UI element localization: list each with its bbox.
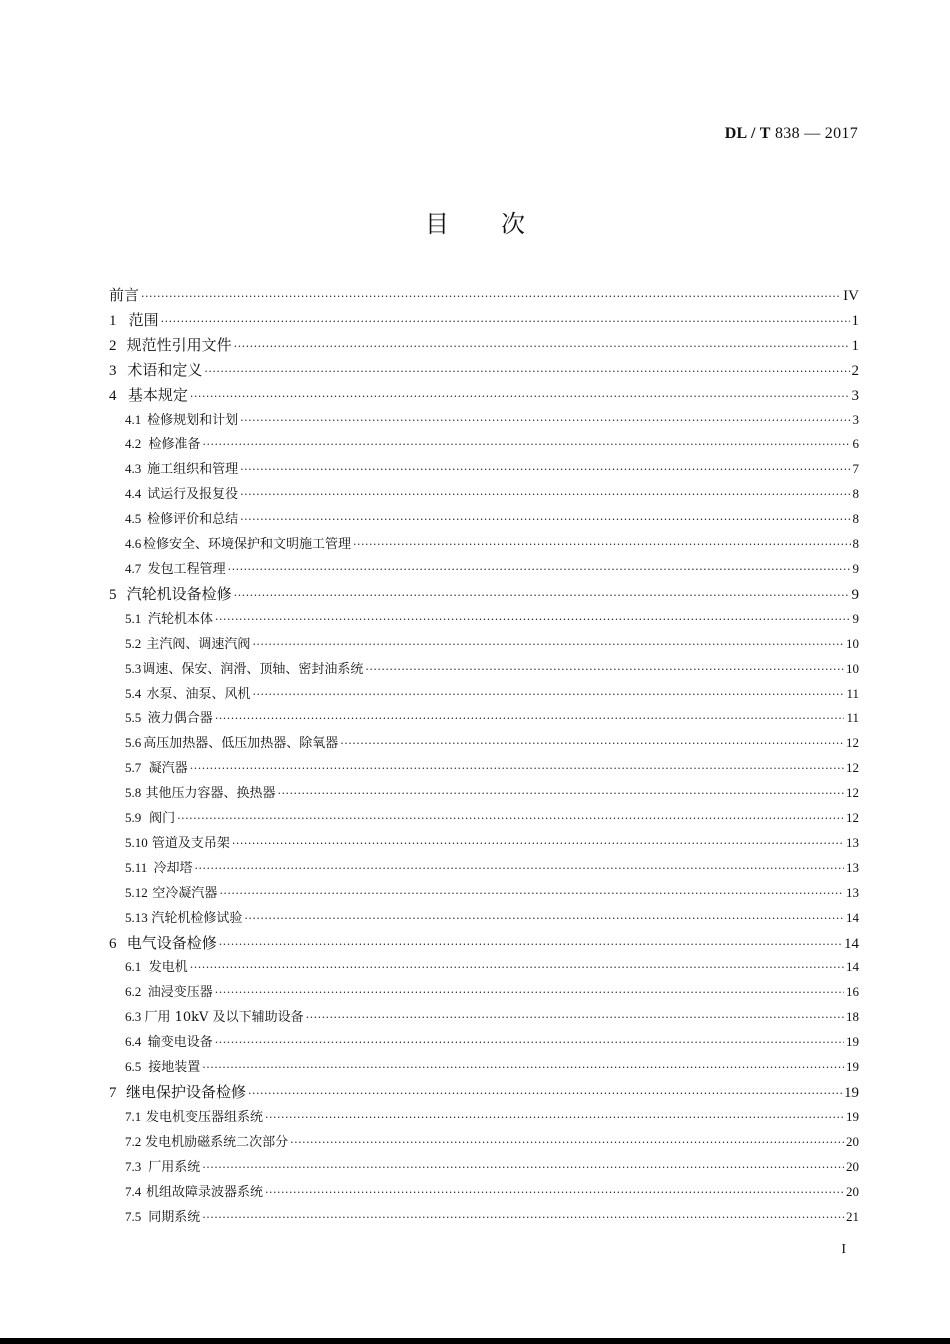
toc-entry-label: 空冷凝汽器 <box>152 885 218 901</box>
toc-entry[interactable] <box>109 408 859 433</box>
toc-entry-page: 20 <box>846 1158 859 1174</box>
toc-entry-page: 1 <box>851 337 859 354</box>
toc-entry-number: 6.5 <box>125 1059 142 1075</box>
toc-entry[interactable] <box>109 532 859 557</box>
toc-entry[interactable] <box>109 333 859 358</box>
toc-dot-leader <box>219 933 842 958</box>
toc-entry-page: 12 <box>846 810 859 826</box>
toc-entry-label: 发包工程管理 <box>147 561 226 577</box>
toc-entry-number: 5.3 <box>125 660 142 676</box>
toc-entry-label: 液力偶合器 <box>147 711 213 727</box>
toc-entry-page: 19 <box>846 1034 859 1050</box>
toc-entry[interactable] <box>109 607 859 632</box>
toc-entry-number: 2 <box>109 337 117 354</box>
toc-entry-number: 5.2 <box>125 635 142 651</box>
toc-entry-page: 13 <box>846 834 859 850</box>
toc-entry[interactable] <box>109 1130 859 1155</box>
toc-dot-leader <box>202 433 850 458</box>
toc-entry-page: 10 <box>846 635 859 651</box>
document-code <box>725 125 858 143</box>
toc-dot-leader <box>234 584 850 609</box>
toc-dot-leader <box>240 409 850 434</box>
toc-entry-page: 3 <box>851 387 859 404</box>
toc-entry[interactable] <box>109 507 859 532</box>
toc-entry-page: 2 <box>851 362 859 379</box>
toc-entry[interactable] <box>109 1080 859 1105</box>
toc-entry-label: 输变电设备 <box>147 1035 213 1051</box>
toc-entry[interactable] <box>109 1180 859 1205</box>
toc-entry-page: 19 <box>846 1108 859 1124</box>
toc-entry-page: IV <box>843 288 859 304</box>
toc-dot-leader <box>234 335 850 360</box>
toc-entry-page: 8 <box>852 536 859 552</box>
toc-entry-number: 7.4 <box>125 1183 142 1199</box>
toc-entry-page: 19 <box>846 1059 859 1075</box>
toc-entry-number: 4.5 <box>125 511 142 527</box>
page-title <box>0 204 950 239</box>
toc-entry[interactable] <box>109 980 859 1005</box>
toc-entry-number: 5.12 <box>125 884 148 900</box>
toc-entry-page: 9 <box>852 610 859 626</box>
toc-entry-page: 14 <box>846 909 859 925</box>
toc-entry[interactable] <box>109 856 859 881</box>
toc-entry[interactable] <box>109 781 859 806</box>
toc-entry[interactable] <box>109 1055 859 1080</box>
toc-entry[interactable] <box>109 557 859 582</box>
toc-entry[interactable] <box>109 931 859 956</box>
toc-dot-leader <box>215 707 845 732</box>
toc-entry-number: 3 <box>109 362 117 379</box>
toc-entry-label: 范围 <box>128 310 159 329</box>
toc-dot-leader <box>202 1056 844 1081</box>
toc-entry[interactable] <box>109 482 859 507</box>
toc-entry-label: 术语和定义 <box>127 360 203 379</box>
toc-entry-label: 试运行及报复役 <box>147 487 239 503</box>
toc-entry-number: 6.1 <box>125 959 142 975</box>
toc-entry[interactable] <box>109 457 859 482</box>
toc-entry-number: 5.8 <box>125 785 142 801</box>
toc-entry-page: 20 <box>846 1133 859 1149</box>
toc-entry-label: 汽轮机设备检修 <box>126 584 232 603</box>
toc-entry-number: 6.2 <box>125 984 142 1000</box>
toc-entry-number: 1 <box>109 312 117 329</box>
toc-entry[interactable] <box>109 731 859 756</box>
toc-entry-label: 厂用系统 <box>148 1159 201 1175</box>
toc-entry[interactable] <box>109 1030 859 1055</box>
toc-entry-page: 11 <box>846 685 859 701</box>
toc-entry-page: 12 <box>846 735 859 751</box>
toc-entry-label: 检修安全、环境保护和文明施工管理 <box>143 537 352 553</box>
toc-entry-label: 管道及支吊架 <box>151 835 230 851</box>
toc-entry-number: 5 <box>109 586 117 603</box>
toc-dot-leader <box>202 1206 844 1231</box>
toc-entry[interactable] <box>109 955 859 980</box>
toc-entry-label: 发电机变压器组系统 <box>145 1109 263 1125</box>
toc-dot-leader <box>141 285 841 310</box>
toc-entry-number: 4.3 <box>125 461 142 477</box>
toc-dot-leader <box>290 1131 844 1156</box>
toc-entry[interactable] <box>109 1105 859 1130</box>
title-char-left: 目 <box>425 210 449 238</box>
toc-entry-page: 8 <box>852 511 859 527</box>
toc-dot-leader <box>232 832 844 857</box>
toc-entry-label: 发电机励磁系统二次部分 <box>145 1134 289 1150</box>
toc-dot-leader <box>265 1181 844 1206</box>
toc-entry-label: 阀门 <box>149 811 176 827</box>
toc-dot-leader <box>215 1031 844 1056</box>
toc-entry[interactable] <box>109 308 859 333</box>
toc-dot-leader <box>240 508 850 533</box>
toc-dot-leader <box>202 1156 844 1181</box>
toc-dot-leader <box>340 732 844 757</box>
toc-entry-label: 高压加热器、低压加热器、除氧器 <box>143 736 339 752</box>
doc-number: 838 — 2017 <box>775 125 858 142</box>
toc-entry-number: 5.9 <box>125 810 142 826</box>
toc-entry-label: 继电保护设备检修 <box>125 1083 246 1101</box>
toc-dot-leader <box>248 1082 842 1107</box>
toc-entry-label: 主汽阀、调速汽阀 <box>146 636 251 652</box>
toc-entry-page: 12 <box>846 760 859 776</box>
page-number: I <box>841 1242 846 1257</box>
toc-entry-label: 汽轮机检修试验 <box>151 910 243 926</box>
toc-entry-page: 12 <box>846 785 859 801</box>
toc-entry[interactable] <box>109 632 859 657</box>
toc-entry[interactable] <box>109 906 859 931</box>
toc-entry-label: 机组故障录波器系统 <box>145 1184 263 1200</box>
toc-entry[interactable] <box>109 432 859 457</box>
toc-entry-label: 检修准备 <box>148 437 201 453</box>
toc-entry-label: 接地装置 <box>148 1060 201 1076</box>
toc-entry-number: 5.7 <box>125 760 142 776</box>
toc-entry-page: 20 <box>846 1183 859 1199</box>
toc-entry-page: 19 <box>844 1085 859 1101</box>
toc-entry-number: 6.4 <box>125 1034 142 1050</box>
toc-entry-number: 5.1 <box>125 610 142 626</box>
toc-entry-label: 检修评价和总结 <box>147 512 239 528</box>
toc-entry-label: 电气设备检修 <box>126 933 217 952</box>
toc-entry[interactable] <box>109 831 859 856</box>
toc-entry-page: 13 <box>846 884 859 900</box>
toc-dot-leader <box>240 483 850 508</box>
toc-dot-leader <box>244 907 844 932</box>
toc-entry-page: 14 <box>846 959 859 975</box>
bottom-border <box>0 1338 950 1344</box>
toc-entry-number: 5.6 <box>125 735 142 751</box>
toc-dot-leader <box>252 633 844 658</box>
toc-entry-number: 5.13 <box>125 909 148 925</box>
toc-dot-leader <box>190 757 844 782</box>
toc-entry-page: 21 <box>846 1208 859 1224</box>
toc-dot-leader <box>215 608 850 633</box>
toc-entry-label: 水泵、油泵、风机 <box>146 686 251 702</box>
toc-dot-leader <box>353 533 850 558</box>
title-char-right: 次 <box>501 210 525 238</box>
toc-entry-label: 其他压力容器、换热器 <box>145 786 276 802</box>
toc-dot-leader <box>365 658 844 683</box>
toc-entry-number: 7.2 <box>125 1133 142 1149</box>
toc-entry-number: 5.5 <box>125 710 142 726</box>
toc-entry-number: 4.2 <box>125 436 142 452</box>
toc-entry[interactable] <box>109 881 859 906</box>
toc-entry-label: 施工组织和管理 <box>147 462 239 478</box>
toc-entry[interactable] <box>109 706 859 731</box>
toc-dot-leader <box>306 1006 844 1031</box>
toc-entry[interactable] <box>109 1205 859 1230</box>
toc-entry[interactable] <box>109 682 859 707</box>
toc-entry-label: 检修规划和计划 <box>147 412 239 428</box>
toc-entry-label: 凝汽器 <box>148 761 188 777</box>
toc-entry-number: 6 <box>109 935 117 952</box>
toc-entry-number: 7.5 <box>125 1208 142 1224</box>
toc-dot-leader <box>265 1106 844 1131</box>
toc-entry-label: 调速、保安、润滑、顶轴、密封油系统 <box>142 661 364 677</box>
table-of-contents <box>109 283 859 1229</box>
toc-entry-page: 3 <box>852 411 859 427</box>
toc-entry-page: 13 <box>846 859 859 875</box>
toc-entry-page: 10 <box>846 660 859 676</box>
toc-entry-number: 4.4 <box>125 486 142 502</box>
toc-entry-label: 同期系统 <box>148 1209 201 1225</box>
toc-entry-label: 规范性引用文件 <box>126 335 232 354</box>
toc-entry[interactable] <box>109 383 859 408</box>
toc-entry-number: 4.7 <box>125 560 142 576</box>
toc-entry-label: 汽轮机本体 <box>148 611 214 627</box>
toc-entry-number: 6.3 <box>125 1009 142 1025</box>
toc-dot-leader <box>228 558 851 583</box>
toc-entry-page: 7 <box>852 461 859 477</box>
toc-entry-label: 前言 <box>109 286 140 304</box>
toc-entry-number: 4.6 <box>125 536 142 552</box>
toc-entry-label: 发电机 <box>148 960 188 976</box>
toc-entry-number: 5.11 <box>125 859 148 875</box>
toc-entry[interactable] <box>109 1155 859 1180</box>
toc-entry[interactable] <box>109 756 859 781</box>
toc-entry-number: 5.10 <box>125 834 148 850</box>
toc-entry-number: 7 <box>109 1085 117 1101</box>
toc-entry-page: 9 <box>852 560 859 576</box>
toc-entry-number: 4.1 <box>125 411 142 427</box>
toc-entry-label: 冷却塔 <box>153 860 193 876</box>
toc-entry-page: 6 <box>852 436 859 452</box>
toc-dot-leader <box>204 360 849 385</box>
toc-dot-leader <box>278 782 844 807</box>
toc-dot-leader <box>195 857 844 882</box>
toc-entry[interactable] <box>109 657 859 682</box>
toc-dot-leader <box>161 310 850 335</box>
toc-entry[interactable] <box>109 806 859 831</box>
toc-entry[interactable] <box>109 582 859 607</box>
toc-dot-leader <box>190 956 844 981</box>
toc-entry-page: 9 <box>851 586 859 603</box>
toc-entry-number: 5.4 <box>125 685 142 701</box>
toc-entry-number: 7.3 <box>125 1158 142 1174</box>
toc-entry-label: 基本规定 <box>127 385 188 404</box>
toc-entry-page: 8 <box>852 486 859 502</box>
toc-entry-label: 油浸变压器 <box>147 985 213 1001</box>
toc-entry-page: 16 <box>846 984 859 1000</box>
toc-entry-page: 14 <box>844 935 859 952</box>
toc-entry-label: 厂用 10kV 及以下辅助设备 <box>144 1010 304 1026</box>
toc-dot-leader <box>215 981 844 1006</box>
toc-dot-leader <box>219 882 844 907</box>
toc-dot-leader <box>190 385 850 410</box>
toc-dot-leader <box>240 458 850 483</box>
toc-dot-leader <box>252 683 844 708</box>
toc-dot-leader <box>177 807 844 832</box>
toc-entry-page: 1 <box>851 312 859 329</box>
toc-entry[interactable] <box>109 283 859 308</box>
toc-entry-page: 18 <box>846 1009 859 1025</box>
toc-entry-page: 11 <box>846 710 859 726</box>
doc-prefix: DL / T <box>724 125 771 142</box>
toc-entry-number: 4 <box>109 387 117 404</box>
toc-entry-number: 7.1 <box>125 1108 142 1124</box>
toc-entry[interactable] <box>109 1005 859 1030</box>
toc-entry[interactable] <box>109 358 859 383</box>
